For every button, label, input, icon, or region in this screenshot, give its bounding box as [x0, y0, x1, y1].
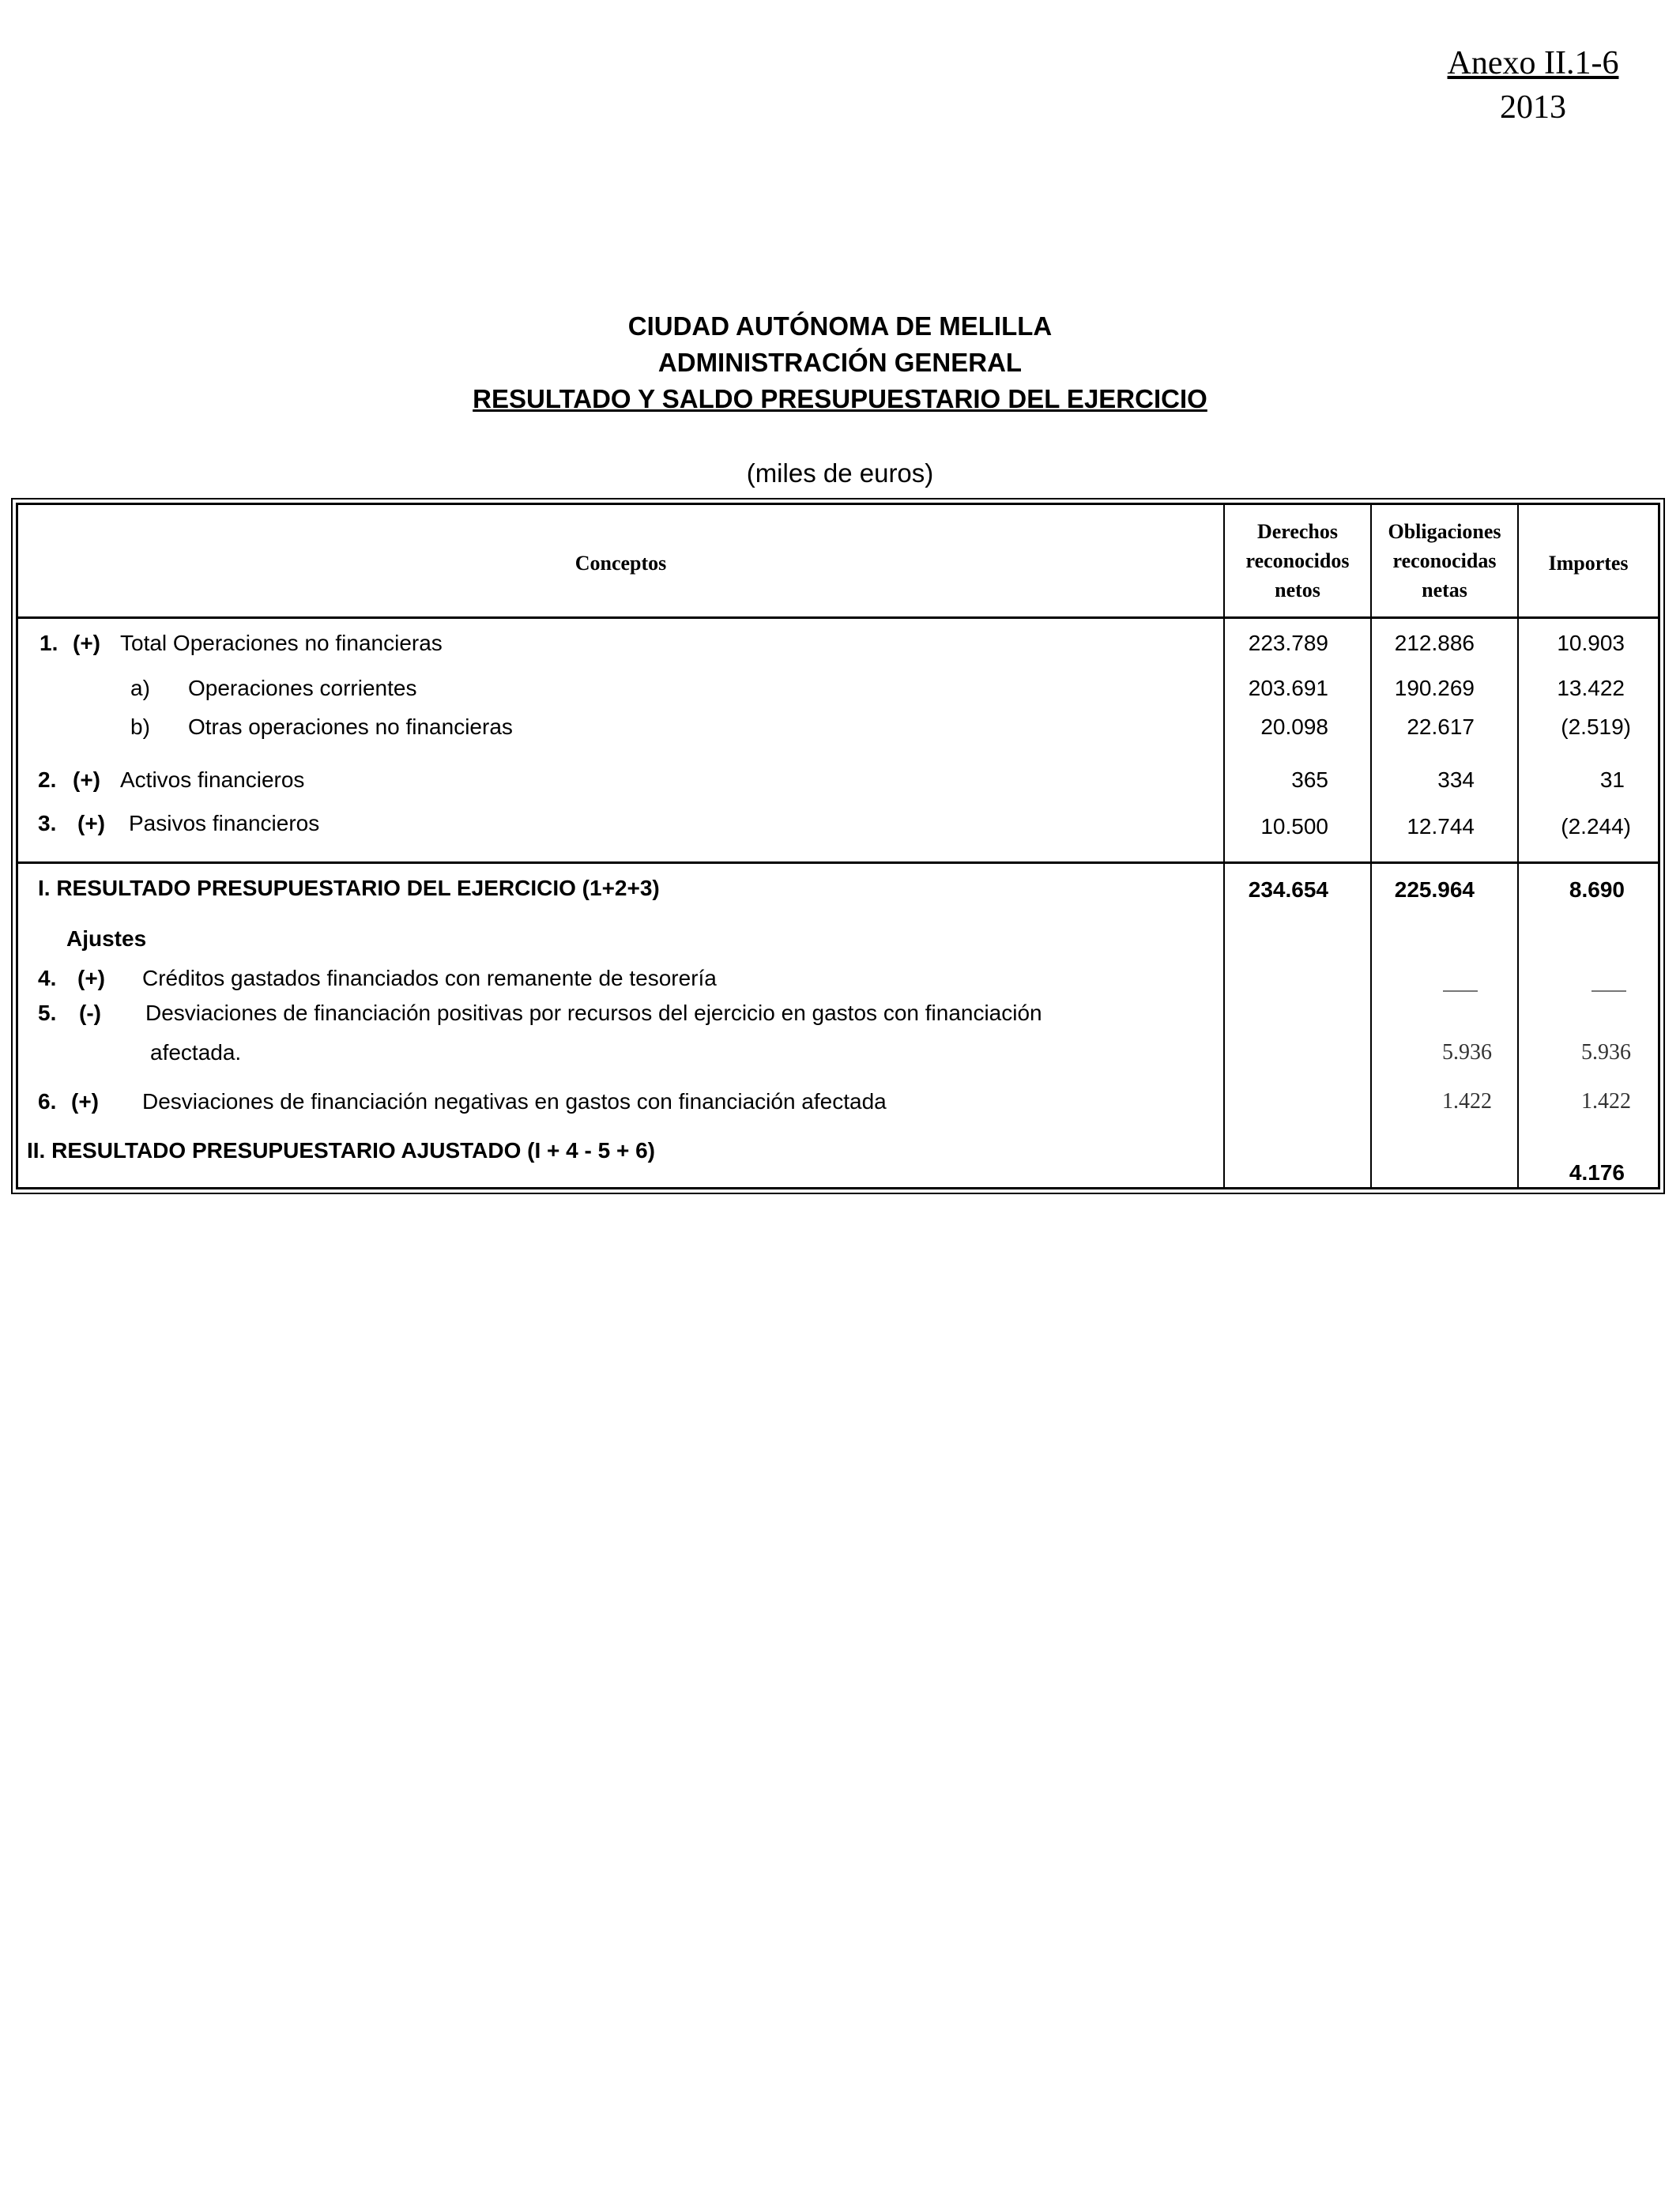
row1-label: Total Operaciones no financieras — [120, 631, 443, 655]
row6-obligaciones: 1.422 — [1442, 1089, 1492, 1114]
row1-number: 1. — [40, 631, 58, 655]
row2-derechos: 365 — [1291, 767, 1328, 792]
annex-year: 2013 — [1500, 89, 1566, 126]
column-divider-2 — [1370, 503, 1372, 1189]
result-ii-label: II. RESULTADO PRESUPUESTARIO AJUSTADO (I + 4 - 5 + 6) — [27, 1138, 656, 1163]
header-importes: Importes — [1548, 552, 1629, 575]
annex-label: Anexo II.1-6 — [1447, 45, 1619, 81]
row5-label-continued: afectada. — [150, 1040, 242, 1065]
row3-importes: (2.244) — [1561, 814, 1631, 839]
row1-derechos: 223.789 — [1248, 631, 1328, 655]
header-derechos — [1225, 517, 1370, 605]
row2-number: 2. — [38, 767, 57, 792]
row3-obligaciones: 12.744 — [1407, 814, 1475, 839]
row4-obligaciones-dash — [1443, 990, 1478, 992]
header-derechos-line1: Derechos — [1256, 520, 1339, 543]
row5-label: Desviaciones de financiación positivas por recursos del ejercicio en gastos con financiación — [145, 1001, 1042, 1025]
adjustments-heading: Ajustes — [66, 926, 147, 951]
header-obligaciones-line3: netas — [1422, 579, 1467, 601]
row2-importes: 31 — [1599, 767, 1625, 792]
column-divider-1 — [1223, 503, 1225, 1189]
row3-label: Pasivos financieros — [129, 811, 320, 835]
column-divider-3 — [1517, 503, 1519, 1189]
header-obligaciones — [1372, 517, 1517, 605]
row4-importes-dash — [1591, 990, 1626, 992]
row1a-derechos: 203.691 — [1248, 676, 1328, 700]
header-derechos-line3: netos — [1275, 579, 1320, 601]
row1a-label: Operaciones corrientes — [188, 676, 417, 700]
row4-sign: (+) — [77, 966, 105, 990]
header-obligaciones-line2: reconocidas — [1392, 549, 1497, 572]
header-concepts: Conceptos — [574, 552, 667, 575]
row2-sign: (+) — [73, 767, 100, 792]
row3-sign: (+) — [77, 811, 105, 835]
row1-obligaciones: 212.886 — [1394, 631, 1475, 655]
row1-sign: (+) — [73, 631, 100, 655]
result-i-obligaciones: 225.964 — [1394, 877, 1475, 902]
row4-label: Créditos gastados financiados con remanente de tesorería — [142, 966, 717, 990]
row5-sign: (-) — [79, 1001, 101, 1025]
row1-importes: 10.903 — [1557, 631, 1625, 655]
title-report: RESULTADO Y SALDO PRESUPUESTARIO DEL EJERCICIO — [473, 384, 1207, 413]
units-caption: (miles de euros) — [746, 458, 934, 488]
row1b-label: Otras operaciones no financieras — [188, 714, 513, 739]
row2-label: Activos financieros — [120, 767, 305, 792]
result-ii-importes: 4.176 — [1569, 1160, 1625, 1185]
row6-sign: (+) — [71, 1089, 99, 1114]
result-i-derechos: 234.654 — [1248, 877, 1328, 902]
row6-number: 6. — [38, 1089, 57, 1114]
header-separator — [16, 616, 1660, 619]
header-obligaciones-line1: Obligaciones — [1388, 520, 1501, 543]
row1b-importes: (2.519) — [1561, 714, 1631, 739]
row1a-letter: a) — [130, 676, 150, 700]
row1a-importes: 13.422 — [1557, 676, 1625, 700]
row1a-obligaciones: 190.269 — [1394, 676, 1475, 700]
row5-number: 5. — [38, 1001, 57, 1025]
result-i-importes: 8.690 — [1569, 877, 1625, 902]
row2-obligaciones: 334 — [1437, 767, 1475, 792]
row6-importes: 1.422 — [1581, 1089, 1631, 1114]
row5-importes: 5.936 — [1581, 1040, 1631, 1065]
table-inner-border — [16, 503, 1660, 1189]
title-entity: CIUDAD AUTÓNOMA DE MELILLA — [627, 311, 1053, 341]
row6-label: Desviaciones de financiación negativas en gastos con financiación afectada — [142, 1089, 887, 1114]
row5-obligaciones: 5.936 — [1442, 1040, 1492, 1065]
row3-derechos: 10.500 — [1260, 814, 1328, 839]
result-i-label: I. RESULTADO PRESUPUESTARIO DEL EJERCICIO (1+2+3) — [38, 876, 660, 900]
row1b-letter: b) — [130, 714, 150, 739]
row4-number: 4. — [38, 966, 57, 990]
title-department: ADMINISTRACIÓN GENERAL — [657, 348, 1023, 377]
header-derechos-line2: reconocidos — [1245, 549, 1350, 572]
section-separator — [16, 861, 1660, 864]
row3-number: 3. — [38, 811, 57, 835]
row1b-obligaciones: 22.617 — [1407, 714, 1475, 739]
annex-header — [1422, 41, 1644, 130]
row1b-derechos: 20.098 — [1260, 714, 1328, 739]
